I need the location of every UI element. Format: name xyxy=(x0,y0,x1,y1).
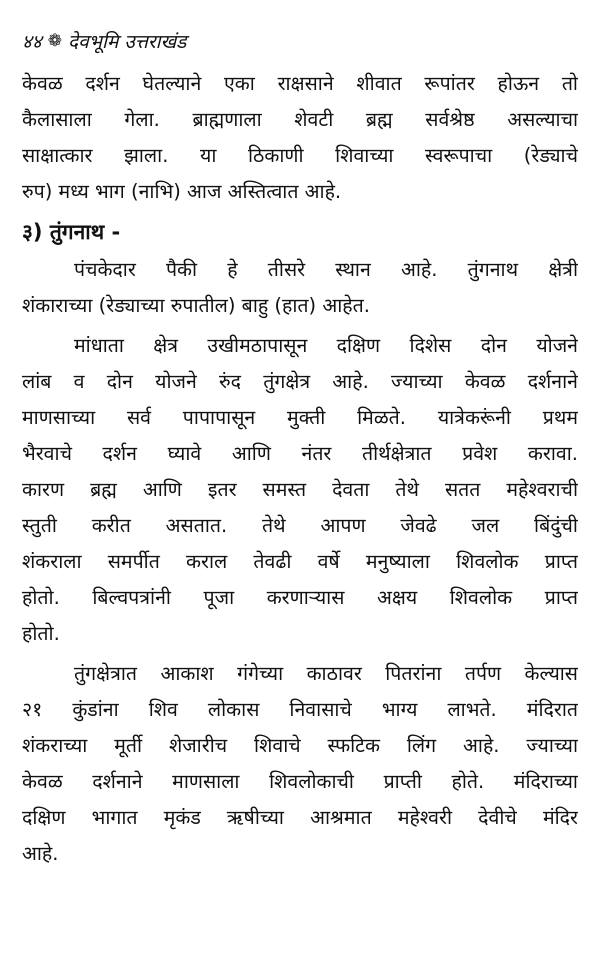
running-header xyxy=(22,28,578,54)
text-line: होतो. बिल्वपत्रांनी पूजा करणाऱ्यास अक्षय शिवलोक प्राप्त xyxy=(22,586,578,609)
text-line: भैरवाचे दर्शन घ्यावे आणि नंतर तीर्थक्षेत्रात प्रवेश करावा. xyxy=(22,442,578,465)
paragraph-description xyxy=(22,328,578,652)
text-line: कारण ब्रह्म आणि इतर समस्त देवता तेथे सतत महेश्वराची xyxy=(22,478,578,501)
text-line: स्तुती करीत असतात. तेथे आपण जेवढे जल बिंदुंची xyxy=(22,514,578,537)
paragraph-intro xyxy=(22,252,578,324)
text-line: २१ कुंडांना शिव लोकास निवासाचे भाग्य लाभते. मंदिरात xyxy=(22,698,578,721)
text-line: केवळ दर्शनाने माणसाला शिवलोकाची प्राप्ती होते. मंदिराच्या xyxy=(22,770,578,793)
text-line: पंचकेदार पैकी हे तीसरे स्थान आहे. तुंगनाथ क्षेत्री xyxy=(74,258,578,281)
text-line: केवळ दर्शन घेतल्याने एका राक्षसाने शीवात रूपांतर होऊन तो xyxy=(22,72,578,95)
page-number: ४४ xyxy=(22,31,42,53)
text-line: तुंगक्षेत्रात आकाश गंगेच्या काठावर पितरांना तर्पण केल्यास xyxy=(74,662,578,685)
text-line: शंकराच्या मूर्ती शेजारीच शिवाचे स्फटिक लिंग आहे. ज्याच्या xyxy=(22,734,578,757)
text-line: लांब व दोन योजने रुंद तुंगक्षेत्र आहे. ज्याच्या केवळ दर्शनाने xyxy=(22,370,578,393)
text-line: होतो. xyxy=(22,622,60,645)
text-line: कैलासाला गेला. ब्राह्मणाला शेवटी ब्रह्म सर्वश्रेष्ठ असल्याचा xyxy=(22,108,578,131)
text-line: शंकराला समर्पीत कराल तेवढी वर्षे मनुष्याला शिवलोक प्राप्त xyxy=(22,550,578,573)
flower-ornament-icon: ❁ xyxy=(47,31,63,51)
book-title: देवभूमि उत्तराखंड xyxy=(68,31,187,53)
text-line: आहे. xyxy=(22,842,59,865)
text-line: माणसाच्या सर्व पापापासून मुक्ती मिळते. यात्रेकरूंनी प्रथम xyxy=(22,406,578,429)
text-line: मांधाता क्षेत्र उखीमठापासून दक्षिण दिशेस दोन योजने xyxy=(74,334,578,357)
paragraph-temple xyxy=(22,656,578,872)
text-line: दक्षिण भागात मृकंड ऋषीच्या आश्रमात महेश्वरी देवीचे मंदिर xyxy=(22,806,578,829)
section-heading: ३) तुंगनाथ - xyxy=(22,220,121,244)
text-line: शंकाराच्या (रेड्याच्या रुपातील) बाहु (हात) आहेत. xyxy=(22,294,370,317)
text-line: साक्षात्कार झाला. या ठिकाणी शिवाच्या स्वरूपाचा (रेड्याचे xyxy=(22,144,578,167)
text-line: रुप) मध्य भाग (नाभि) आज अस्तित्वात आहे. xyxy=(22,180,342,203)
paragraph-continued xyxy=(22,66,578,210)
